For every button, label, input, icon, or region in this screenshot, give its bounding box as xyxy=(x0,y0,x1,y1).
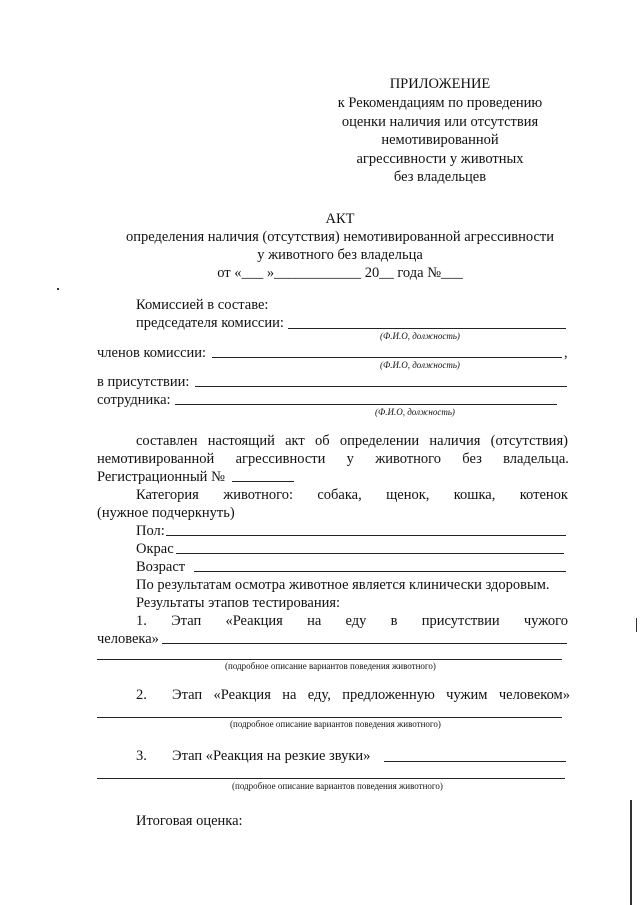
registration-field[interactable] xyxy=(232,481,294,482)
members-comma: , xyxy=(564,345,568,361)
stage-3-field-a[interactable] xyxy=(384,761,566,762)
chairman-label: председателя комиссии: xyxy=(136,315,284,331)
p2-word: без xyxy=(462,451,482,467)
category-word: Категория xyxy=(136,487,199,503)
appendix-title: ПРИЛОЖЕНИЕ xyxy=(389,76,491,92)
category-option-kitten[interactable]: котенок xyxy=(519,487,568,503)
stage-2-word: Этап xyxy=(172,687,203,703)
category-option-dog[interactable]: собака, xyxy=(317,487,362,503)
stage-2-word: «Реакция xyxy=(213,687,271,703)
stage-2-word: человеком» xyxy=(498,687,570,703)
stage-1-hint: (подробное описание вариантов поведения животного) xyxy=(225,661,436,671)
sex-label: Пол: xyxy=(136,523,165,539)
stage-2-word: на xyxy=(282,687,297,703)
stage-2-word: еду, xyxy=(307,687,331,703)
members-label: членов комиссии: xyxy=(97,345,207,361)
p1-word: определении xyxy=(339,433,420,449)
employee-hint: (Ф.И.О, должность) xyxy=(375,407,455,417)
act-title: АКТ xyxy=(325,211,355,227)
stage-2-word: чужим xyxy=(446,687,488,703)
employee-field[interactable] xyxy=(175,404,557,405)
category-line xyxy=(136,486,568,504)
p1-word: акт xyxy=(285,433,305,449)
health-statement: По результатам осмотра животное является клинически здоровым. xyxy=(136,577,550,593)
category-option-puppy[interactable]: щенок, xyxy=(386,487,430,503)
stage-2-number: 2. xyxy=(136,687,147,703)
act-subtitle-2: у животного без владельца xyxy=(257,247,423,263)
stage-1-word: Этап xyxy=(171,613,202,629)
stage-3-field-b[interactable] xyxy=(97,778,565,779)
chairman-field[interactable] xyxy=(288,328,566,329)
paragraph-line-1 xyxy=(136,432,568,450)
act-date-line: от «___ »____________ 20__ года №___ xyxy=(217,265,463,281)
chairman-hint: (Ф.И.О, должность) xyxy=(380,331,460,341)
commission-intro: Комиссией в составе: xyxy=(136,297,269,313)
p1-word: настоящий xyxy=(207,433,275,449)
stage-1-word: присутствии xyxy=(421,613,500,629)
stage-2-field[interactable] xyxy=(97,717,562,718)
presence-label: в присутствии: xyxy=(97,374,190,390)
stage-1-word: на xyxy=(307,613,322,629)
stage-1-line xyxy=(136,612,568,630)
appendix-line-3: немотивированной xyxy=(381,132,499,148)
scan-artifact xyxy=(636,618,637,632)
p2-word: у xyxy=(346,451,354,467)
stage-3-number: 3. xyxy=(136,748,147,764)
stage-3-hint: (подробное описание вариантов поведения животного) xyxy=(232,781,443,791)
paragraph-line-2 xyxy=(97,450,569,468)
appendix-line-1: к Рекомендациям по проведению xyxy=(337,95,543,111)
members-hint: (Ф.И.О, должность) xyxy=(380,360,460,370)
stage-1-continuation: человека» xyxy=(97,631,159,647)
stage-1-field-a[interactable] xyxy=(162,643,567,644)
p2-word: немотивированной xyxy=(97,451,215,467)
members-field[interactable] xyxy=(212,357,562,358)
employee-label: сотрудника: xyxy=(97,392,171,408)
age-label: Возраст xyxy=(136,559,186,575)
p2-word: агрессивности xyxy=(235,451,326,467)
stage-1-word: еду xyxy=(345,613,367,629)
color-label: Окрас xyxy=(136,541,174,557)
category-option-cat[interactable]: кошка, xyxy=(453,487,496,503)
p1-word: составлен xyxy=(136,433,198,449)
results-heading: Результаты этапов тестирования: xyxy=(136,595,341,611)
registration-label: Регистрационный № xyxy=(97,469,225,485)
scan-edge xyxy=(630,800,632,905)
act-subtitle-1: определения наличия (отсутствия) немотивированной агрессивности xyxy=(125,229,555,245)
p1-word: наличия xyxy=(429,433,481,449)
appendix-line-5: без владельцев xyxy=(393,169,487,185)
presence-field[interactable] xyxy=(195,386,567,387)
p1-word: (отсутствия) xyxy=(490,433,568,449)
category-word: животного: xyxy=(223,487,293,503)
stage-1-word: чужого xyxy=(523,613,568,629)
stage-1-word: «Реакция xyxy=(225,613,283,629)
age-field[interactable] xyxy=(194,571,566,572)
p1-word: об xyxy=(314,433,330,449)
stage-2-line xyxy=(172,686,570,704)
stage-2-word: предложенную xyxy=(342,687,435,703)
appendix-line-2: оценки наличия или отсутствия xyxy=(341,114,539,130)
p2-word: животного xyxy=(375,451,441,467)
stage-1-word: 1. xyxy=(136,613,147,629)
appendix-line-4: агрессивности у животных xyxy=(356,151,524,167)
stage-1-field-b[interactable] xyxy=(97,659,562,660)
category-note: (нужное подчеркнуть) xyxy=(97,505,235,521)
stage-2-hint: (подробное описание вариантов поведения животного) xyxy=(230,719,441,729)
stage-3-label: Этап «Реакция на резкие звуки» xyxy=(172,748,371,764)
scan-dot xyxy=(57,288,59,290)
stage-1-word: в xyxy=(390,613,398,629)
sex-field[interactable] xyxy=(166,535,566,536)
p2-word: владельца. xyxy=(503,451,569,467)
final-assessment-label: Итоговая оценка: xyxy=(136,813,243,829)
color-field[interactable] xyxy=(176,553,564,554)
